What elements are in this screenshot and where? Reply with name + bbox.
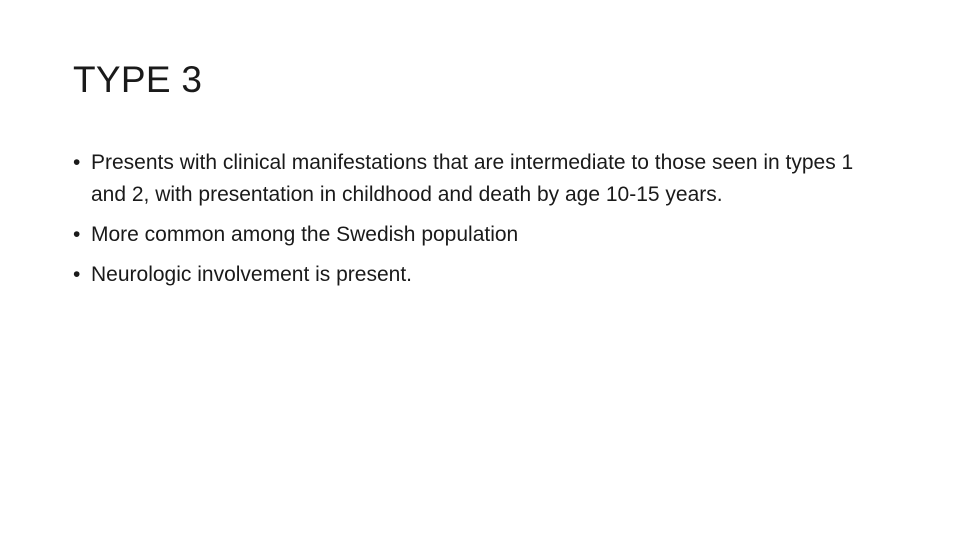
- bullet-icon: •: [73, 151, 81, 174]
- bullet-text: More common among the Swedish population: [91, 223, 519, 246]
- slide-title: TYPE 3: [73, 59, 203, 100]
- bullet-item-swedish-population: [73, 219, 873, 251]
- bullet-text: Presents with clinical manifestations that are intermediate to those seen in types 1 and 2, with presentation in childhood and death by age 10-15 years.: [91, 151, 854, 206]
- bullet-text: Neurologic involvement is present.: [91, 263, 412, 286]
- bullet-item-neurologic-involvement: [73, 259, 873, 291]
- bullet-list: [73, 147, 873, 299]
- bullet-icon: •: [73, 223, 81, 246]
- bullet-icon: •: [73, 263, 81, 286]
- bullet-item-intermediate-manifestations: [73, 147, 873, 211]
